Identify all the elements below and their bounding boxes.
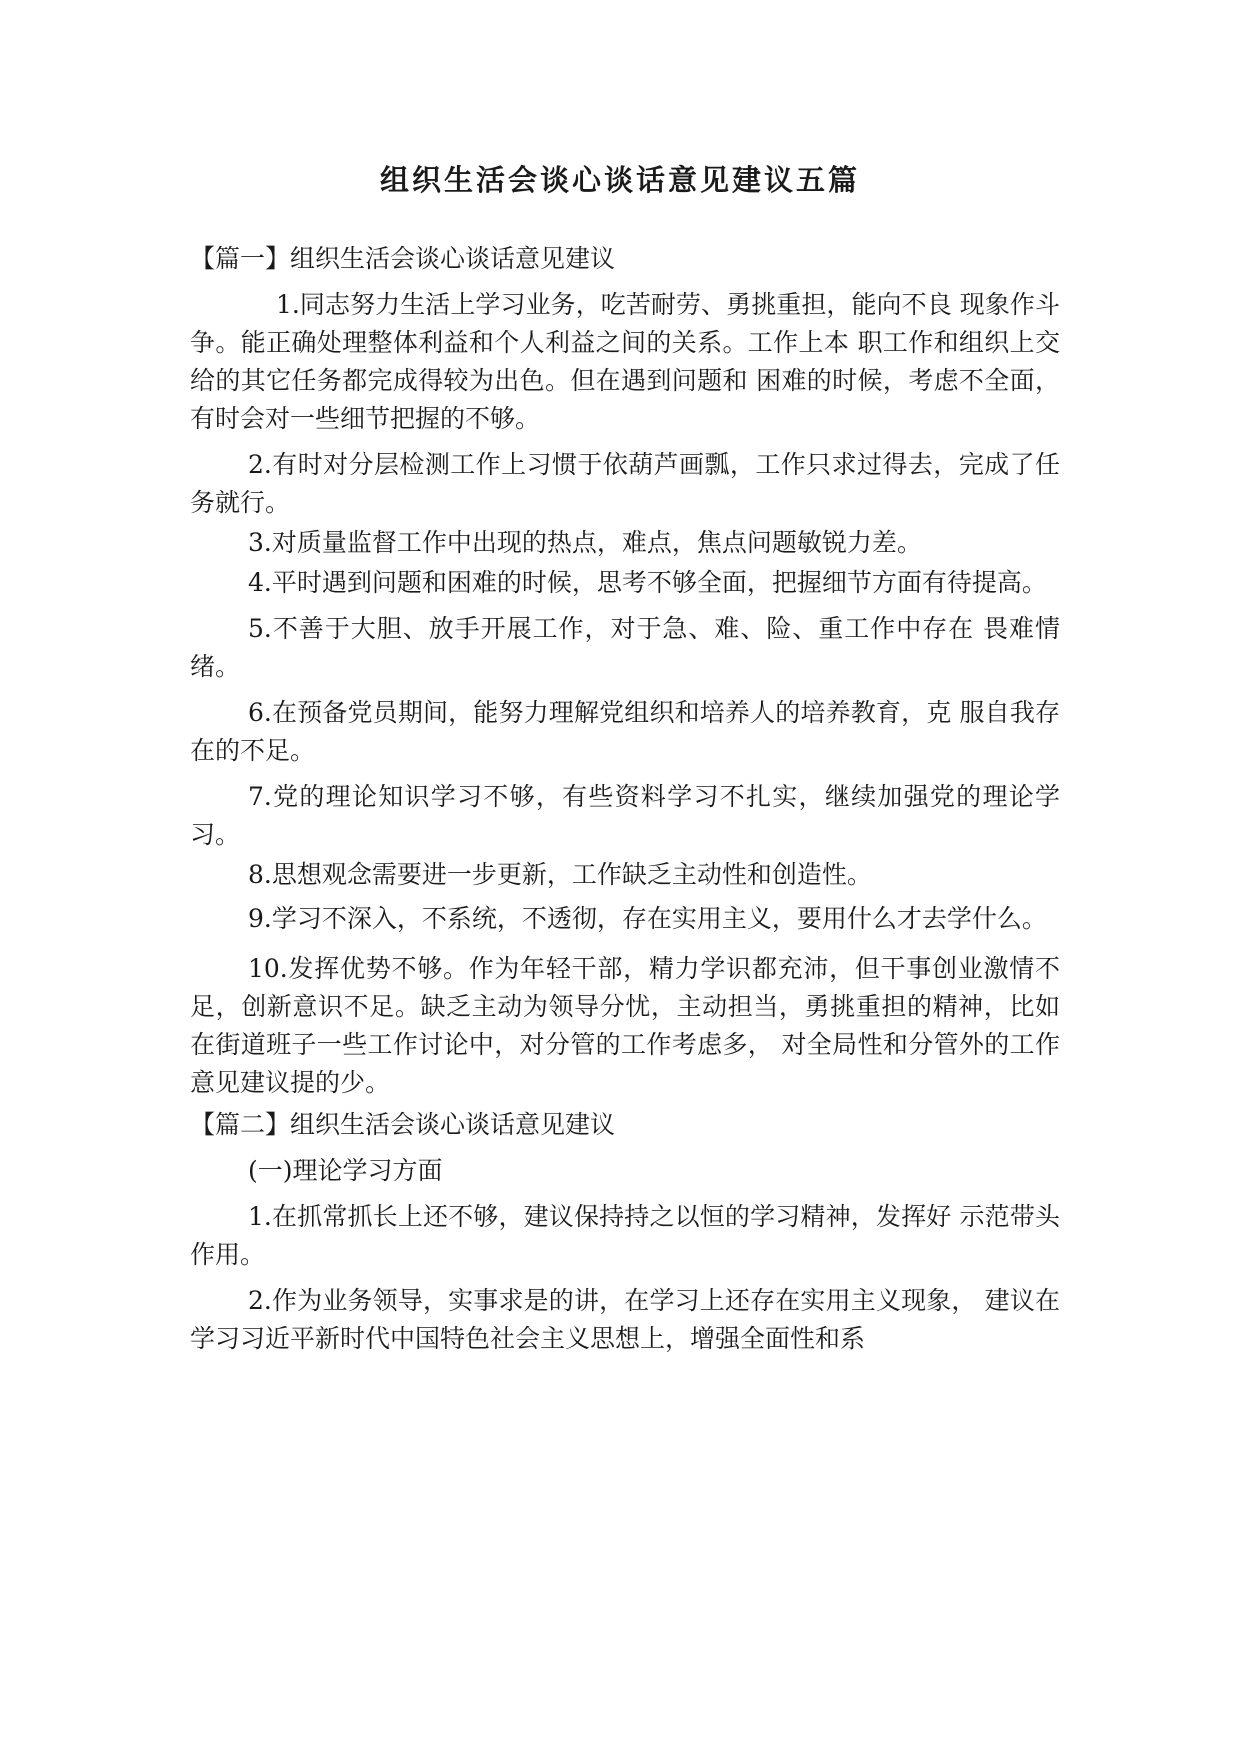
section-heading-2: 【篇二】组织生活会谈心谈话意见建议 [190,1110,616,1139]
paragraph-item: 1.同志努力生活上学习业务，吃苦耐劳、勇挑重担，能向不良 现象作斗争。能正确处理整体利益和个人利益之间的关系。工作上本 职工作和组织上交给的其它任务都完成得较为出色。但在遇到问题和 困难的时候，考虑不全面，有时会对一些细节把握的不够。 [190,290,1060,433]
paragraph-item: 3.对质量监督工作中出现的热点，难点，焦点问题敏锐力差。 [248,528,922,557]
paragraph-item: 6.在预备党员期间，能努力理解党组织和培养人的培养教育，克 服自我存在的不足。 [190,698,1060,765]
paragraph-item: 1.在抓常抓长上还不够，建议保持持之以恒的学习精神，发挥好 示范带头作用。 [190,1202,1060,1269]
section-heading-1: 【篇一】组织生活会谈心谈话意见建议 [190,244,616,273]
paragraph-item: 2.作为业务领导，实事求是的讲，在学习上还存在实用主义现象， 建议在学习习近平新时代中国特色社会主义思想上，增强全面性和系 [190,1286,1060,1353]
paragraph-item: 9.学习不深入，不系统，不透彻，存在实用主义，要用什么才去学什么。 [248,904,1047,933]
paragraph-item: 2.有时对分层检测工作上习惯于依葫芦画瓢，工作只求过得去，完成了任务就行。 [190,450,1060,517]
document-body [190,240,1060,1358]
subsection-heading: (一)理论学习方面 [248,1156,443,1185]
paragraph-item: 7.党的理论知识学习不够，有些资料学习不扎实，继续加强党的理论学习。 [190,782,1060,849]
paragraph-item: 5.不善于大胆、放手开展工作，对于急、难、险、重工作中存在 畏难情绪。 [190,614,1060,681]
document-title: 组织生活会谈心谈话意见建议五篇 [379,163,860,197]
paragraph-item: 10.发挥优势不够。作为年轻干部，精力学识都充沛，但干事创业激情不足，创新意识不足。缺乏主动为领导分忧，主动担当，勇挑重担的精神，比如在街道班子一些工作讨论中，对分管的工作考虑多， 对全局性和分管外的工作意见建议提的少。 [190,954,1060,1097]
paragraph-item: 4.平时遇到问题和困难的时候，思考不够全面，把握细节方面有待提高。 [248,568,1047,597]
paragraph-item: 8.思想观念需要进一步更新，工作缺乏主动性和创造性。 [248,860,872,889]
